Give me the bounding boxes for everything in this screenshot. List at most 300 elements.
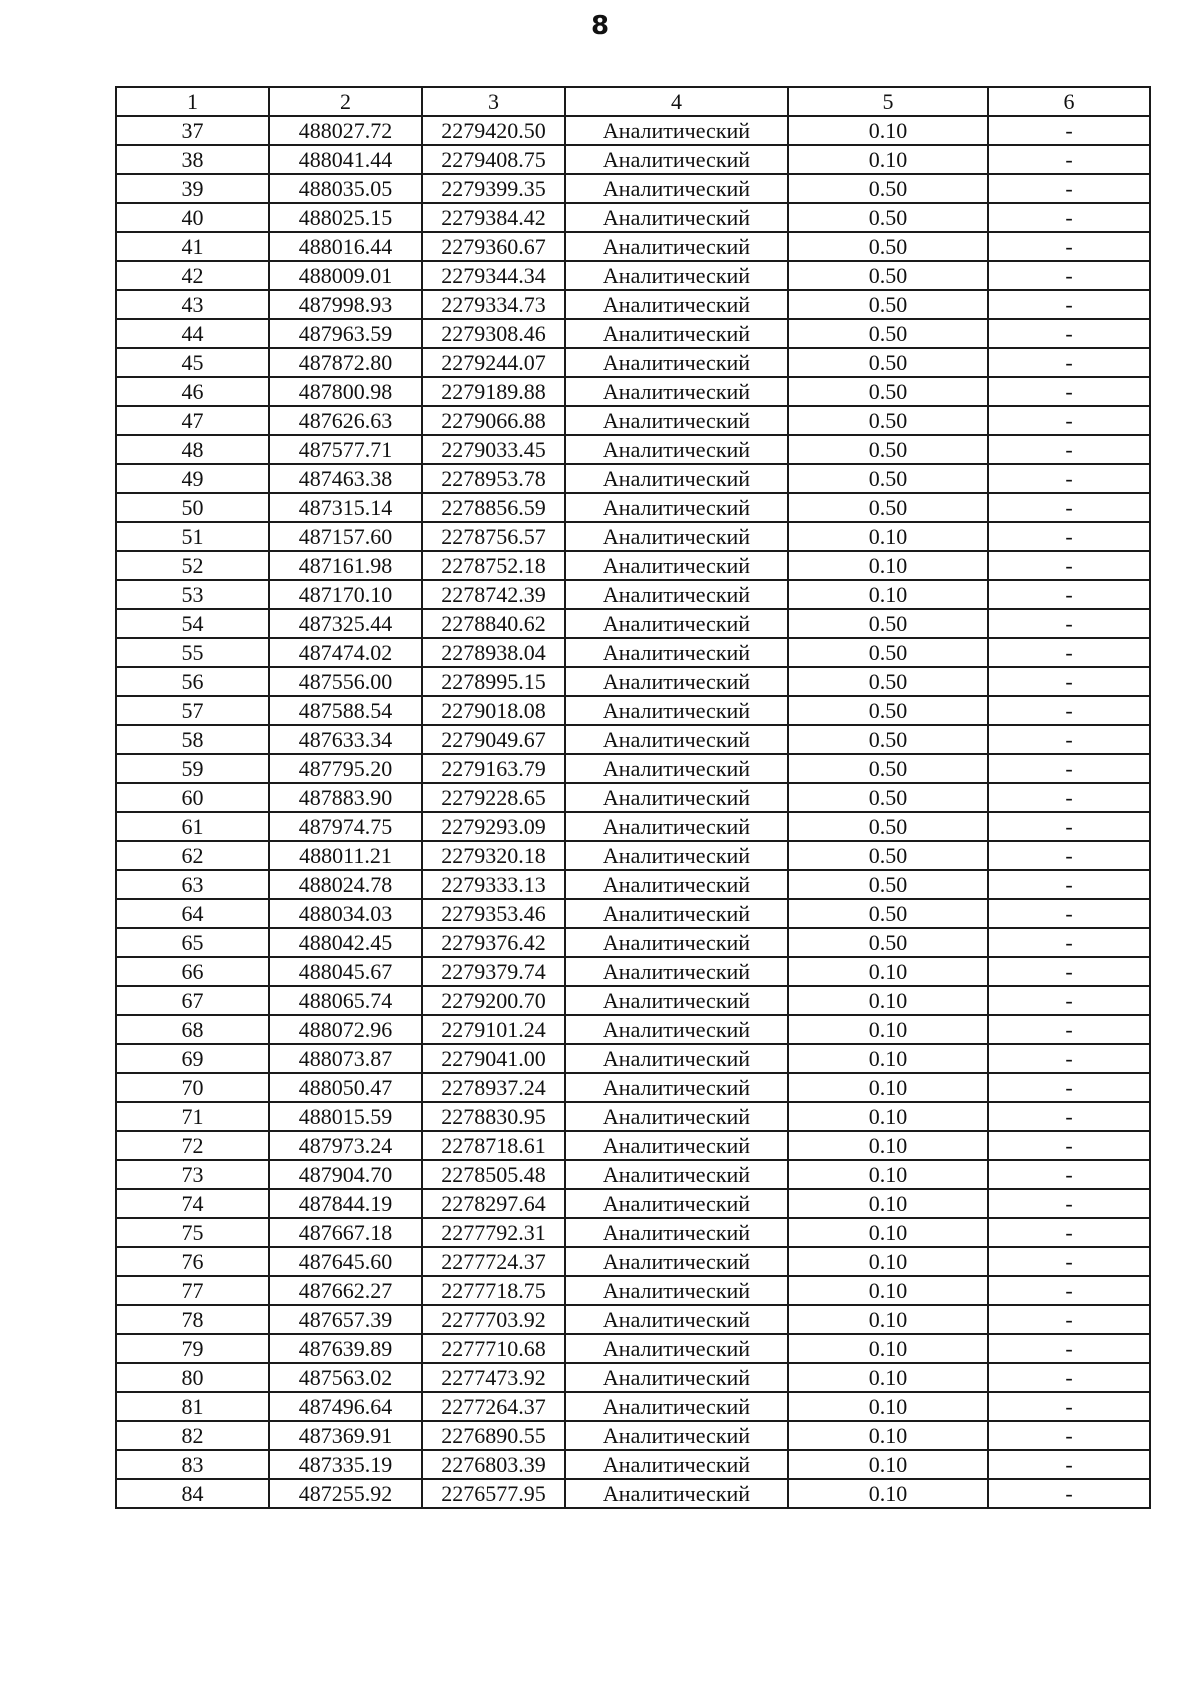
point-number-cell: 59 (116, 754, 269, 783)
note-cell: - (988, 725, 1150, 754)
method-cell: Аналитический (565, 1218, 788, 1247)
method-cell: Аналитический (565, 1247, 788, 1276)
table-row (116, 1334, 1150, 1363)
method-cell: Аналитический (565, 1102, 788, 1131)
table-row (116, 870, 1150, 899)
table-row (116, 1131, 1150, 1160)
point-number-cell: 42 (116, 261, 269, 290)
note-cell: - (988, 1218, 1150, 1247)
table-row (116, 174, 1150, 203)
y-coordinate-cell: 2279333.13 (422, 870, 565, 899)
x-coordinate-cell: 487577.71 (269, 435, 422, 464)
table-row (116, 812, 1150, 841)
header-row (116, 87, 1150, 116)
note-cell: - (988, 1305, 1150, 1334)
accuracy-cell: 0.10 (788, 522, 988, 551)
table-row (116, 1247, 1150, 1276)
point-number-cell: 67 (116, 986, 269, 1015)
method-cell: Аналитический (565, 1334, 788, 1363)
method-cell: Аналитический (565, 638, 788, 667)
accuracy-cell: 0.10 (788, 1421, 988, 1450)
y-coordinate-cell: 2278938.04 (422, 638, 565, 667)
accuracy-cell: 0.50 (788, 203, 988, 232)
y-coordinate-cell: 2278995.15 (422, 667, 565, 696)
point-number-cell: 54 (116, 609, 269, 638)
note-cell: - (988, 290, 1150, 319)
y-coordinate-cell: 2279353.46 (422, 899, 565, 928)
point-number-cell: 61 (116, 812, 269, 841)
x-coordinate-cell: 487633.34 (269, 725, 422, 754)
table-row (116, 377, 1150, 406)
x-coordinate-cell: 487588.54 (269, 696, 422, 725)
method-cell: Аналитический (565, 1363, 788, 1392)
point-number-cell: 84 (116, 1479, 269, 1508)
point-number-cell: 70 (116, 1073, 269, 1102)
table-row (116, 1044, 1150, 1073)
y-coordinate-cell: 2276577.95 (422, 1479, 565, 1508)
method-cell: Аналитический (565, 580, 788, 609)
y-coordinate-cell: 2277724.37 (422, 1247, 565, 1276)
y-coordinate-cell: 2279360.67 (422, 232, 565, 261)
table-row (116, 145, 1150, 174)
note-cell: - (988, 1392, 1150, 1421)
note-cell: - (988, 812, 1150, 841)
x-coordinate-cell: 488024.78 (269, 870, 422, 899)
accuracy-cell: 0.50 (788, 725, 988, 754)
y-coordinate-cell: 2276890.55 (422, 1421, 565, 1450)
x-coordinate-cell: 487973.24 (269, 1131, 422, 1160)
x-coordinate-cell: 487639.89 (269, 1334, 422, 1363)
note-cell: - (988, 870, 1150, 899)
table-row (116, 203, 1150, 232)
accuracy-cell: 0.50 (788, 783, 988, 812)
point-number-cell: 45 (116, 348, 269, 377)
y-coordinate-cell: 2279408.75 (422, 145, 565, 174)
method-cell: Аналитический (565, 1073, 788, 1102)
point-number-cell: 72 (116, 1131, 269, 1160)
point-number-cell: 62 (116, 841, 269, 870)
accuracy-cell: 0.50 (788, 261, 988, 290)
header-cell-col-1: 1 (116, 87, 269, 116)
method-cell: Аналитический (565, 667, 788, 696)
point-number-cell: 57 (116, 696, 269, 725)
table-row (116, 290, 1150, 319)
point-number-cell: 66 (116, 957, 269, 986)
y-coordinate-cell: 2277718.75 (422, 1276, 565, 1305)
header-cell-col-6: 6 (988, 87, 1150, 116)
note-cell: - (988, 1073, 1150, 1102)
note-cell: - (988, 116, 1150, 145)
accuracy-cell: 0.50 (788, 348, 988, 377)
table-row (116, 1276, 1150, 1305)
x-coordinate-cell: 487157.60 (269, 522, 422, 551)
y-coordinate-cell: 2279244.07 (422, 348, 565, 377)
x-coordinate-cell: 487315.14 (269, 493, 422, 522)
point-number-cell: 49 (116, 464, 269, 493)
table-row (116, 406, 1150, 435)
table-row (116, 957, 1150, 986)
point-number-cell: 60 (116, 783, 269, 812)
x-coordinate-cell: 487496.64 (269, 1392, 422, 1421)
y-coordinate-cell: 2278937.24 (422, 1073, 565, 1102)
method-cell: Аналитический (565, 1044, 788, 1073)
table-row (116, 348, 1150, 377)
table-row (116, 1218, 1150, 1247)
y-coordinate-cell: 2279228.65 (422, 783, 565, 812)
accuracy-cell: 0.50 (788, 319, 988, 348)
accuracy-cell: 0.10 (788, 986, 988, 1015)
point-number-cell: 68 (116, 1015, 269, 1044)
header-cell-col-2: 2 (269, 87, 422, 116)
accuracy-cell: 0.10 (788, 1479, 988, 1508)
point-number-cell: 76 (116, 1247, 269, 1276)
accuracy-cell: 0.10 (788, 1073, 988, 1102)
note-cell: - (988, 609, 1150, 638)
note-cell: - (988, 1421, 1150, 1450)
point-number-cell: 77 (116, 1276, 269, 1305)
point-number-cell: 51 (116, 522, 269, 551)
point-number-cell: 38 (116, 145, 269, 174)
note-cell: - (988, 493, 1150, 522)
note-cell: - (988, 232, 1150, 261)
y-coordinate-cell: 2278856.59 (422, 493, 565, 522)
accuracy-cell: 0.50 (788, 841, 988, 870)
table-row (116, 754, 1150, 783)
table-row (116, 1392, 1150, 1421)
x-coordinate-cell: 487657.39 (269, 1305, 422, 1334)
accuracy-cell: 0.50 (788, 609, 988, 638)
table-row (116, 1450, 1150, 1479)
y-coordinate-cell: 2279189.88 (422, 377, 565, 406)
table-row (116, 1479, 1150, 1508)
accuracy-cell: 0.10 (788, 1363, 988, 1392)
y-coordinate-cell: 2279163.79 (422, 754, 565, 783)
table-row (116, 1363, 1150, 1392)
table-row (116, 522, 1150, 551)
header-cell-col-4: 4 (565, 87, 788, 116)
x-coordinate-cell: 487844.19 (269, 1189, 422, 1218)
y-coordinate-cell: 2278742.39 (422, 580, 565, 609)
method-cell: Аналитический (565, 174, 788, 203)
y-coordinate-cell: 2278953.78 (422, 464, 565, 493)
point-number-cell: 55 (116, 638, 269, 667)
method-cell: Аналитический (565, 232, 788, 261)
accuracy-cell: 0.50 (788, 464, 988, 493)
method-cell: Аналитический (565, 754, 788, 783)
accuracy-cell: 0.10 (788, 1305, 988, 1334)
x-coordinate-cell: 488050.47 (269, 1073, 422, 1102)
header-cell-col-5: 5 (788, 87, 988, 116)
y-coordinate-cell: 2279420.50 (422, 116, 565, 145)
y-coordinate-cell: 2279049.67 (422, 725, 565, 754)
table-row (116, 1421, 1150, 1450)
x-coordinate-cell: 487883.90 (269, 783, 422, 812)
method-cell: Аналитический (565, 1189, 788, 1218)
table-row (116, 696, 1150, 725)
note-cell: - (988, 203, 1150, 232)
method-cell: Аналитический (565, 899, 788, 928)
accuracy-cell: 0.10 (788, 957, 988, 986)
note-cell: - (988, 986, 1150, 1015)
accuracy-cell: 0.50 (788, 899, 988, 928)
method-cell: Аналитический (565, 609, 788, 638)
note-cell: - (988, 1450, 1150, 1479)
accuracy-cell: 0.50 (788, 928, 988, 957)
y-coordinate-cell: 2279376.42 (422, 928, 565, 957)
point-number-cell: 41 (116, 232, 269, 261)
y-coordinate-cell: 2279293.09 (422, 812, 565, 841)
x-coordinate-cell: 488042.45 (269, 928, 422, 957)
x-coordinate-cell: 487474.02 (269, 638, 422, 667)
point-number-cell: 43 (116, 290, 269, 319)
accuracy-cell: 0.50 (788, 174, 988, 203)
y-coordinate-cell: 2279033.45 (422, 435, 565, 464)
note-cell: - (988, 754, 1150, 783)
x-coordinate-cell: 487998.93 (269, 290, 422, 319)
point-number-cell: 56 (116, 667, 269, 696)
method-cell: Аналитический (565, 1450, 788, 1479)
accuracy-cell: 0.10 (788, 1247, 988, 1276)
point-number-cell: 79 (116, 1334, 269, 1363)
method-cell: Аналитический (565, 1131, 788, 1160)
table-row (116, 1073, 1150, 1102)
x-coordinate-cell: 488015.59 (269, 1102, 422, 1131)
x-coordinate-cell: 487974.75 (269, 812, 422, 841)
accuracy-cell: 0.10 (788, 116, 988, 145)
y-coordinate-cell: 2276803.39 (422, 1450, 565, 1479)
accuracy-cell: 0.50 (788, 870, 988, 899)
method-cell: Аналитический (565, 493, 788, 522)
method-cell: Аналитический (565, 551, 788, 580)
y-coordinate-cell: 2278505.48 (422, 1160, 565, 1189)
table-row (116, 667, 1150, 696)
y-coordinate-cell: 2279320.18 (422, 841, 565, 870)
x-coordinate-cell: 487563.02 (269, 1363, 422, 1392)
accuracy-cell: 0.50 (788, 667, 988, 696)
point-number-cell: 58 (116, 725, 269, 754)
accuracy-cell: 0.10 (788, 1189, 988, 1218)
x-coordinate-cell: 488065.74 (269, 986, 422, 1015)
x-coordinate-cell: 487161.98 (269, 551, 422, 580)
point-number-cell: 71 (116, 1102, 269, 1131)
x-coordinate-cell: 487872.80 (269, 348, 422, 377)
note-cell: - (988, 1276, 1150, 1305)
point-number-cell: 82 (116, 1421, 269, 1450)
method-cell: Аналитический (565, 1392, 788, 1421)
note-cell: - (988, 1363, 1150, 1392)
note-cell: - (988, 1102, 1150, 1131)
table-row (116, 1189, 1150, 1218)
x-coordinate-cell: 487463.38 (269, 464, 422, 493)
accuracy-cell: 0.10 (788, 1276, 988, 1305)
accuracy-cell: 0.50 (788, 435, 988, 464)
accuracy-cell: 0.50 (788, 638, 988, 667)
method-cell: Аналитический (565, 870, 788, 899)
point-number-cell: 53 (116, 580, 269, 609)
note-cell: - (988, 841, 1150, 870)
x-coordinate-cell: 488034.03 (269, 899, 422, 928)
y-coordinate-cell: 2279018.08 (422, 696, 565, 725)
y-coordinate-cell: 2279384.42 (422, 203, 565, 232)
note-cell: - (988, 580, 1150, 609)
x-coordinate-cell: 487369.91 (269, 1421, 422, 1450)
method-cell: Аналитический (565, 986, 788, 1015)
table-row (116, 899, 1150, 928)
point-number-cell: 44 (116, 319, 269, 348)
point-number-cell: 80 (116, 1363, 269, 1392)
y-coordinate-cell: 2277710.68 (422, 1334, 565, 1363)
x-coordinate-cell: 488035.05 (269, 174, 422, 203)
note-cell: - (988, 435, 1150, 464)
y-coordinate-cell: 2279344.34 (422, 261, 565, 290)
note-cell: - (988, 1479, 1150, 1508)
y-coordinate-cell: 2279379.74 (422, 957, 565, 986)
accuracy-cell: 0.50 (788, 290, 988, 319)
x-coordinate-cell: 487255.92 (269, 1479, 422, 1508)
x-coordinate-cell: 487556.00 (269, 667, 422, 696)
method-cell: Аналитический (565, 812, 788, 841)
table-row (116, 1102, 1150, 1131)
note-cell: - (988, 696, 1150, 725)
x-coordinate-cell: 487170.10 (269, 580, 422, 609)
y-coordinate-cell: 2278752.18 (422, 551, 565, 580)
table-row (116, 261, 1150, 290)
x-coordinate-cell: 488072.96 (269, 1015, 422, 1044)
y-coordinate-cell: 2277473.92 (422, 1363, 565, 1392)
note-cell: - (988, 319, 1150, 348)
note-cell: - (988, 1131, 1150, 1160)
x-coordinate-cell: 488073.87 (269, 1044, 422, 1073)
x-coordinate-cell: 487904.70 (269, 1160, 422, 1189)
table-row (116, 580, 1150, 609)
x-coordinate-cell: 488045.67 (269, 957, 422, 986)
note-cell: - (988, 406, 1150, 435)
accuracy-cell: 0.10 (788, 1392, 988, 1421)
x-coordinate-cell: 487662.27 (269, 1276, 422, 1305)
table-row (116, 609, 1150, 638)
method-cell: Аналитический (565, 1421, 788, 1450)
method-cell: Аналитический (565, 957, 788, 986)
accuracy-cell: 0.10 (788, 1334, 988, 1363)
accuracy-cell: 0.50 (788, 406, 988, 435)
point-number-cell: 40 (116, 203, 269, 232)
y-coordinate-cell: 2278756.57 (422, 522, 565, 551)
y-coordinate-cell: 2278840.62 (422, 609, 565, 638)
point-number-cell: 73 (116, 1160, 269, 1189)
method-cell: Аналитический (565, 1015, 788, 1044)
method-cell: Аналитический (565, 319, 788, 348)
note-cell: - (988, 1015, 1150, 1044)
note-cell: - (988, 638, 1150, 667)
y-coordinate-cell: 2277264.37 (422, 1392, 565, 1421)
point-number-cell: 81 (116, 1392, 269, 1421)
accuracy-cell: 0.10 (788, 1102, 988, 1131)
y-coordinate-cell: 2278718.61 (422, 1131, 565, 1160)
y-coordinate-cell: 2279066.88 (422, 406, 565, 435)
accuracy-cell: 0.10 (788, 1044, 988, 1073)
point-number-cell: 78 (116, 1305, 269, 1334)
point-number-cell: 63 (116, 870, 269, 899)
point-number-cell: 48 (116, 435, 269, 464)
table-header (116, 87, 1150, 116)
note-cell: - (988, 1160, 1150, 1189)
x-coordinate-cell: 487963.59 (269, 319, 422, 348)
method-cell: Аналитический (565, 348, 788, 377)
table-row (116, 928, 1150, 957)
x-coordinate-cell: 488016.44 (269, 232, 422, 261)
x-coordinate-cell: 487335.19 (269, 1450, 422, 1479)
x-coordinate-cell: 487667.18 (269, 1218, 422, 1247)
y-coordinate-cell: 2277703.92 (422, 1305, 565, 1334)
table-row (116, 725, 1150, 754)
point-number-cell: 37 (116, 116, 269, 145)
table-row (116, 638, 1150, 667)
accuracy-cell: 0.10 (788, 580, 988, 609)
note-cell: - (988, 1247, 1150, 1276)
accuracy-cell: 0.50 (788, 232, 988, 261)
x-coordinate-cell: 487626.63 (269, 406, 422, 435)
point-number-cell: 39 (116, 174, 269, 203)
note-cell: - (988, 464, 1150, 493)
method-cell: Аналитический (565, 522, 788, 551)
accuracy-cell: 0.10 (788, 145, 988, 174)
table-row (116, 1305, 1150, 1334)
note-cell: - (988, 1334, 1150, 1363)
table-row (116, 435, 1150, 464)
x-coordinate-cell: 488011.21 (269, 841, 422, 870)
accuracy-cell: 0.50 (788, 754, 988, 783)
y-coordinate-cell: 2279200.70 (422, 986, 565, 1015)
table-row (116, 841, 1150, 870)
accuracy-cell: 0.10 (788, 1131, 988, 1160)
note-cell: - (988, 1189, 1150, 1218)
y-coordinate-cell: 2278297.64 (422, 1189, 565, 1218)
note-cell: - (988, 377, 1150, 406)
point-number-cell: 64 (116, 899, 269, 928)
note-cell: - (988, 348, 1150, 377)
method-cell: Аналитический (565, 1160, 788, 1189)
accuracy-cell: 0.50 (788, 812, 988, 841)
point-number-cell: 65 (116, 928, 269, 957)
accuracy-cell: 0.10 (788, 551, 988, 580)
note-cell: - (988, 667, 1150, 696)
table-row (116, 986, 1150, 1015)
point-number-cell: 50 (116, 493, 269, 522)
point-number-cell: 74 (116, 1189, 269, 1218)
accuracy-cell: 0.10 (788, 1015, 988, 1044)
y-coordinate-cell: 2278830.95 (422, 1102, 565, 1131)
method-cell: Аналитический (565, 261, 788, 290)
coordinates-table (115, 86, 1151, 1509)
accuracy-cell: 0.50 (788, 377, 988, 406)
method-cell: Аналитический (565, 928, 788, 957)
note-cell: - (988, 261, 1150, 290)
table-body (116, 116, 1150, 1508)
method-cell: Аналитический (565, 1305, 788, 1334)
table-row (116, 1160, 1150, 1189)
accuracy-cell: 0.10 (788, 1218, 988, 1247)
point-number-cell: 75 (116, 1218, 269, 1247)
table-row (116, 232, 1150, 261)
x-coordinate-cell: 487645.60 (269, 1247, 422, 1276)
x-coordinate-cell: 488025.15 (269, 203, 422, 232)
table-row (116, 116, 1150, 145)
x-coordinate-cell: 488009.01 (269, 261, 422, 290)
note-cell: - (988, 928, 1150, 957)
table-row (116, 464, 1150, 493)
method-cell: Аналитический (565, 783, 788, 812)
table-row (116, 551, 1150, 580)
